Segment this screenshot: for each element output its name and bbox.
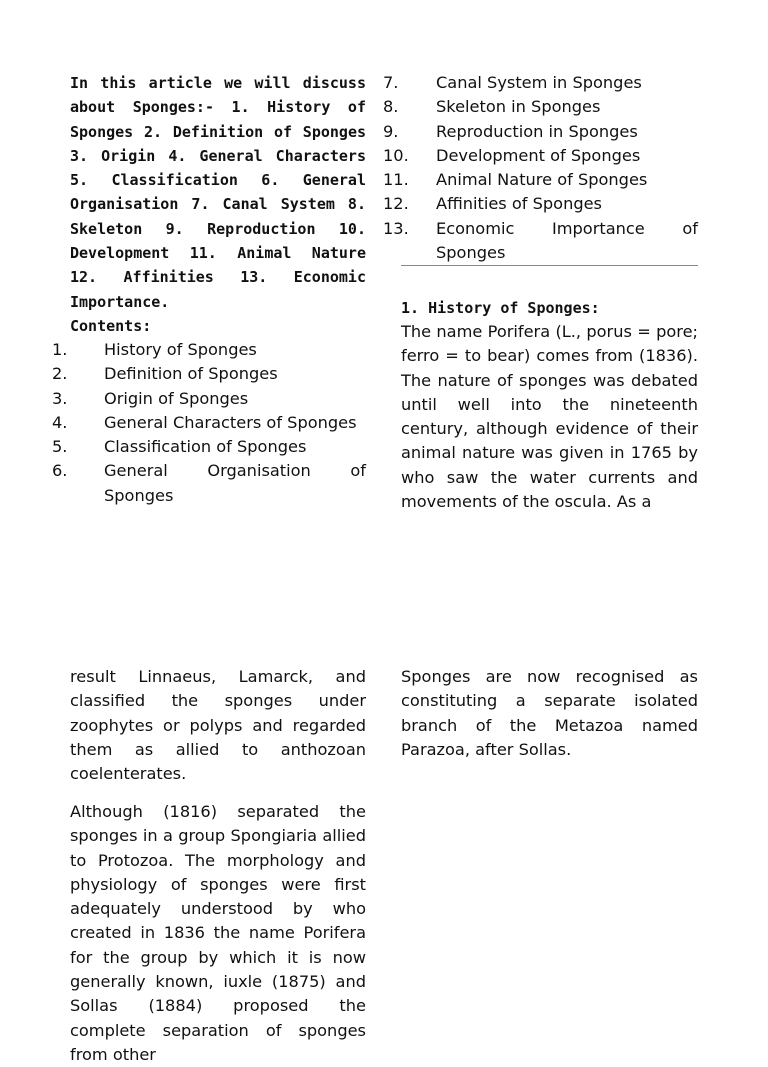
toc-number: 6. (52, 461, 68, 481)
paragraph-text: The name Porifera (L., porus = pore; ferro = to bear) comes from (1836). The nature of sponges was debated until well into the nineteenth century, although evidence of their animal nature was given in 1765 by who saw the water currents and movements of the oscula. As a (401, 322, 698, 512)
toc-item[interactable] (383, 217, 698, 266)
toc-label: Reproduction in Sponges (436, 121, 638, 141)
toc-number: 2. (52, 364, 68, 384)
toc-number: 13. (383, 218, 409, 238)
toc-number: 1. (52, 340, 68, 359)
toc-label: Origin of Sponges (104, 388, 249, 408)
toc-label: Development of Sponges (436, 145, 641, 165)
toc-number: 7. (383, 73, 399, 92)
toc-item[interactable] (383, 168, 698, 192)
toc-item[interactable] (52, 362, 366, 386)
toc-item[interactable] (52, 459, 366, 508)
intro-section (70, 71, 366, 338)
toc-label: Skeleton in Sponges (436, 97, 601, 117)
contents-list-left (52, 338, 366, 508)
toc-number: 10. (383, 145, 409, 165)
paragraph-text: result Linnaeus, Lamarck, and classified the sponges under zoophytes or polyps and regarded them as allied to anthozoan coelenterates. (70, 667, 366, 784)
toc-label: Canal System in Sponges (436, 73, 642, 92)
toc-item[interactable] (383, 192, 698, 216)
intro-paragraph: In this article we will discuss about Sponges:- 1. History of Sponges 2. Definition of Sponges 3. Origin 4. General Characters 5. Classification 6. General Organisation 7. Canal System 8. Skeleton 9. Reproduction 10. Development 11. Animal Nature 12. Affinities 13. Economic Importance. (70, 74, 366, 311)
body-paragraph (401, 665, 698, 762)
toc-label: Economic Importance of Sponges (436, 218, 698, 263)
toc-item[interactable] (383, 95, 698, 119)
toc-item[interactable] (52, 411, 366, 435)
toc-item[interactable] (383, 71, 698, 95)
paragraph-text: Although (1816) separated the sponges in a group Spongiaria allied to Protozoa. The morphology and physiology of sponges were first adequately understood by who created in 1836 the name Porifera for the group by which it is now generally known, iuxle (1875) and Sollas (1884) proposed the complete separation of sponges from other (70, 802, 366, 1064)
toc-label: History of Sponges (104, 340, 257, 359)
section-divider (401, 265, 698, 266)
toc-item[interactable] (383, 120, 698, 144)
toc-number: 3. (52, 388, 68, 408)
toc-item[interactable] (52, 387, 366, 411)
toc-number: 12. (383, 194, 409, 214)
body-paragraph (70, 800, 366, 1064)
toc-item[interactable] (52, 435, 366, 459)
body-paragraph (401, 320, 698, 514)
toc-label: General Characters of Sponges (104, 412, 357, 432)
toc-item[interactable] (383, 144, 698, 168)
toc-number: 4. (52, 412, 68, 432)
toc-number: 9. (383, 121, 399, 141)
toc-label: Definition of Sponges (104, 364, 278, 384)
contents-list-right (383, 71, 698, 265)
body-paragraph (70, 665, 366, 786)
paragraph-text: Sponges are now recognised as constituting a separate isolated branch of the Metazoa named Parazoa, after Sollas. (401, 667, 698, 759)
toc-label: General Organisation of Sponges (104, 461, 366, 505)
toc-number: 5. (52, 437, 68, 457)
toc-label: Classification of Sponges (104, 437, 307, 457)
contents-title: Contents: (70, 316, 152, 335)
section-heading: 1. History of Sponges: (401, 299, 600, 317)
toc-item[interactable] (52, 338, 366, 362)
toc-label: Affinities of Sponges (436, 194, 602, 214)
toc-number: 11. (383, 170, 409, 190)
toc-label: Animal Nature of Sponges (436, 170, 648, 190)
toc-number: 8. (383, 97, 399, 117)
